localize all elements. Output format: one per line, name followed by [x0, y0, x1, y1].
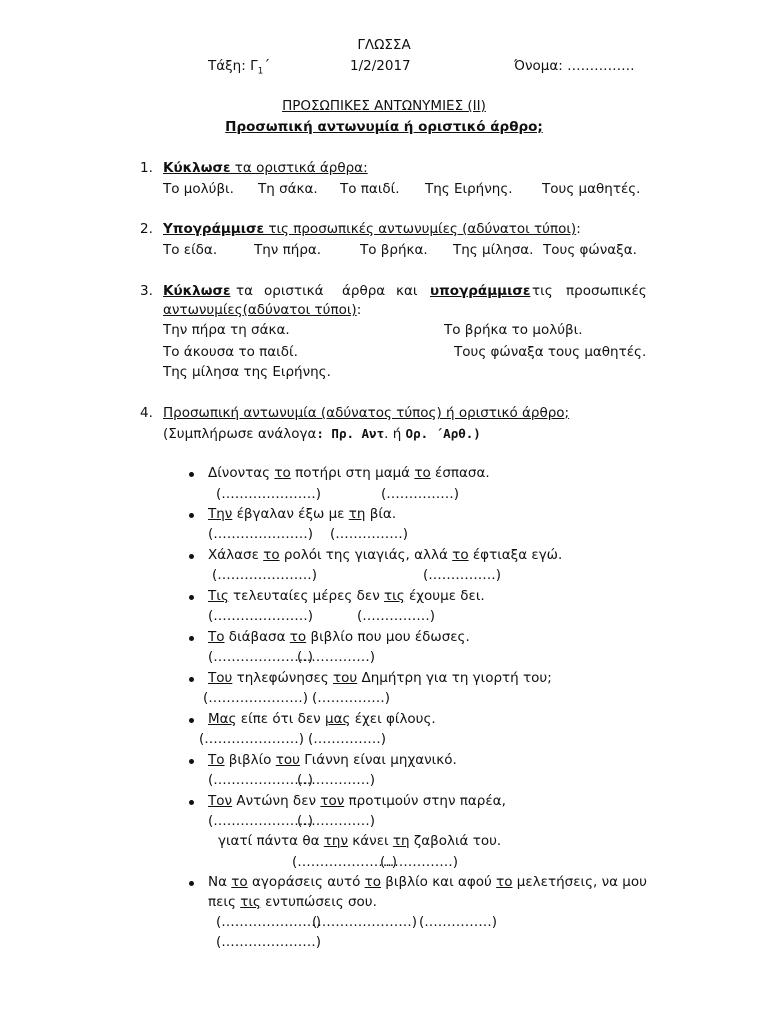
sentence-10-continued: πεις τις εντυπώσεις σου.	[208, 894, 377, 910]
answer-blank: (……………)	[380, 854, 459, 870]
answer-blank: (……………)	[312, 690, 391, 706]
answer-blank: (…………………)	[208, 526, 314, 542]
answer-blank: (…………………)	[292, 854, 398, 870]
sentence-4: Τις τελευταίες μέρες δεν τις έχουμε δει.	[208, 588, 485, 604]
ex3-item: Την πήρα τη σάκα.	[163, 322, 290, 338]
sentence-10: Να το αγοράσεις αυτό το βιβλίο και αφού το μελετήσεις, να μου	[208, 874, 647, 890]
ex1-item: Τη σάκα.	[258, 181, 318, 197]
ex3-item: Τους φώναξα τους μαθητές.	[454, 344, 647, 360]
answer-blank: (…………………)	[216, 914, 322, 930]
sentence-7: Μας είπε ότι δεν μας έχει φίλους.	[208, 711, 436, 727]
ex1-number: 1.	[140, 160, 153, 176]
answer-blank: (……………)	[297, 649, 376, 665]
bullet	[189, 881, 194, 886]
bullet	[189, 759, 194, 764]
bullet	[189, 718, 194, 723]
answer-blank: (…………………)	[208, 813, 314, 829]
ex3-instruction: τα	[236, 283, 254, 299]
bullet	[189, 554, 194, 559]
bullet	[189, 472, 194, 477]
sentence-1: Δίνοντας το ποτήρι στη μαμά το έσπασα.	[208, 465, 490, 481]
worksheet-subtitle: Προσωπική αντωνυμία ή οριστικό άρθρο;	[225, 119, 543, 135]
sentence-3: Χάλασε το ρολόι της γιαγιάς, αλλά το έφτιαξα εγώ.	[208, 547, 563, 563]
ex3-item: Το άκουσα το παιδί.	[163, 344, 298, 360]
sentence-9: Τον Αντώνη δεν τον προτιμούν στην παρέα,	[208, 793, 506, 809]
answer-blank: (…………………)	[208, 772, 314, 788]
answer-blank: (…………………)	[312, 914, 418, 930]
ex3-item: Της μίλησα της Ειρήνης.	[163, 364, 331, 380]
answer-blank: (……………)	[297, 813, 376, 829]
ex4-hint: (Συμπλήρωσε ανάλογα: Πρ. Αντ. ή Ορ. ΄Αρθ.)	[163, 426, 481, 442]
ex3-instruction: υπογράμμισε	[430, 283, 531, 299]
ex2-item: Της μίλησα.	[453, 242, 534, 258]
date: 1/2/2017	[350, 58, 411, 74]
answer-blank: (……………)	[423, 567, 502, 583]
ex3-instruction: και	[396, 283, 418, 299]
answer-blank: (……………)	[297, 772, 376, 788]
sentence-6: Του τηλεφώνησες του Δημήτρη για τη γιορτή του;	[208, 670, 552, 686]
answer-blank: (…………………)	[208, 649, 314, 665]
ex3-instruction: τις	[532, 283, 553, 299]
answer-blank: (……………)	[381, 486, 460, 502]
bullet	[189, 800, 194, 805]
class-label: Τάξη: $\Gamma_1΄$	[208, 58, 271, 77]
answer-blank: (……………)	[357, 608, 436, 624]
ex3-instruction: προσωπικές	[566, 283, 647, 299]
sentence-8: Το βιβλίο του Γιάννη είναι μηχανικό.	[208, 752, 457, 768]
ex2-item: Τους φώναξα.	[543, 242, 637, 258]
answer-blank: (…………………)	[203, 690, 309, 706]
answer-blank: (…………………)	[216, 486, 322, 502]
ex4-number: 4.	[140, 405, 153, 421]
answer-blank: (……………)	[330, 526, 409, 542]
name-field: Όνομα: ……………	[514, 58, 635, 74]
ex1-instruction: Κύκλωσε τα οριστικά άρθρα:	[163, 160, 368, 176]
answer-blank: (……………)	[308, 731, 387, 747]
ex2-instruction: Υπογράμμισε τις προσωπικές αντωνυμίες (αδύνατοι τύποι):	[163, 221, 581, 237]
ex2-item: Το βρήκα.	[360, 242, 428, 258]
ex3-number: 3.	[140, 283, 153, 299]
worksheet-title: ΠΡΟΣΩΠΙΚΕΣ ΑΝΤΩΝΥΜΙΕΣ (ΙΙ)	[282, 98, 486, 114]
sentence-9-continued: γιατί πάντα θα την κάνει τη ζαβολιά του.	[218, 833, 502, 849]
ex4-title: Προσωπική αντωνυμία (αδύνατος τύπος) ή οριστικό άρθρο;	[163, 405, 570, 421]
bullet	[189, 595, 194, 600]
sentence-2: Την έβγαλαν έξω με τη βία.	[208, 506, 397, 522]
ex3-item: Το βρήκα το μολύβι.	[444, 322, 583, 338]
ex3-instruction: οριστικά	[264, 283, 324, 299]
ex1-item: Της Ειρήνης.	[425, 181, 513, 197]
answer-blank: (…………………)	[199, 731, 305, 747]
ex2-item: Το είδα.	[163, 242, 218, 258]
answer-blank: (……………)	[419, 914, 498, 930]
ex1-item: Το παιδί.	[340, 181, 400, 197]
ex1-item: Το μολύβι.	[163, 181, 234, 197]
bullet	[189, 677, 194, 682]
answer-blank: (…………………)	[208, 608, 314, 624]
answer-blank: (…………………)	[212, 567, 318, 583]
bullet	[189, 513, 194, 518]
ex2-item: Την πήρα.	[254, 242, 322, 258]
ex3-instruction-line2: αντωνυμίες(αδύνατοι τύποι):	[163, 302, 362, 318]
ex3-instruction: άρθρα	[342, 283, 386, 299]
answer-blank: (…………………)	[216, 934, 322, 950]
sentence-5: Το διάβασα το βιβλίο που μου έδωσες.	[208, 629, 470, 645]
subject-title: ΓΛΩΣΣΑ	[357, 37, 411, 53]
ex3-instruction: Κύκλωσε	[163, 283, 231, 299]
ex1-item: Τους μαθητές.	[542, 181, 641, 197]
ex2-number: 2.	[140, 221, 153, 237]
bullet	[189, 636, 194, 641]
